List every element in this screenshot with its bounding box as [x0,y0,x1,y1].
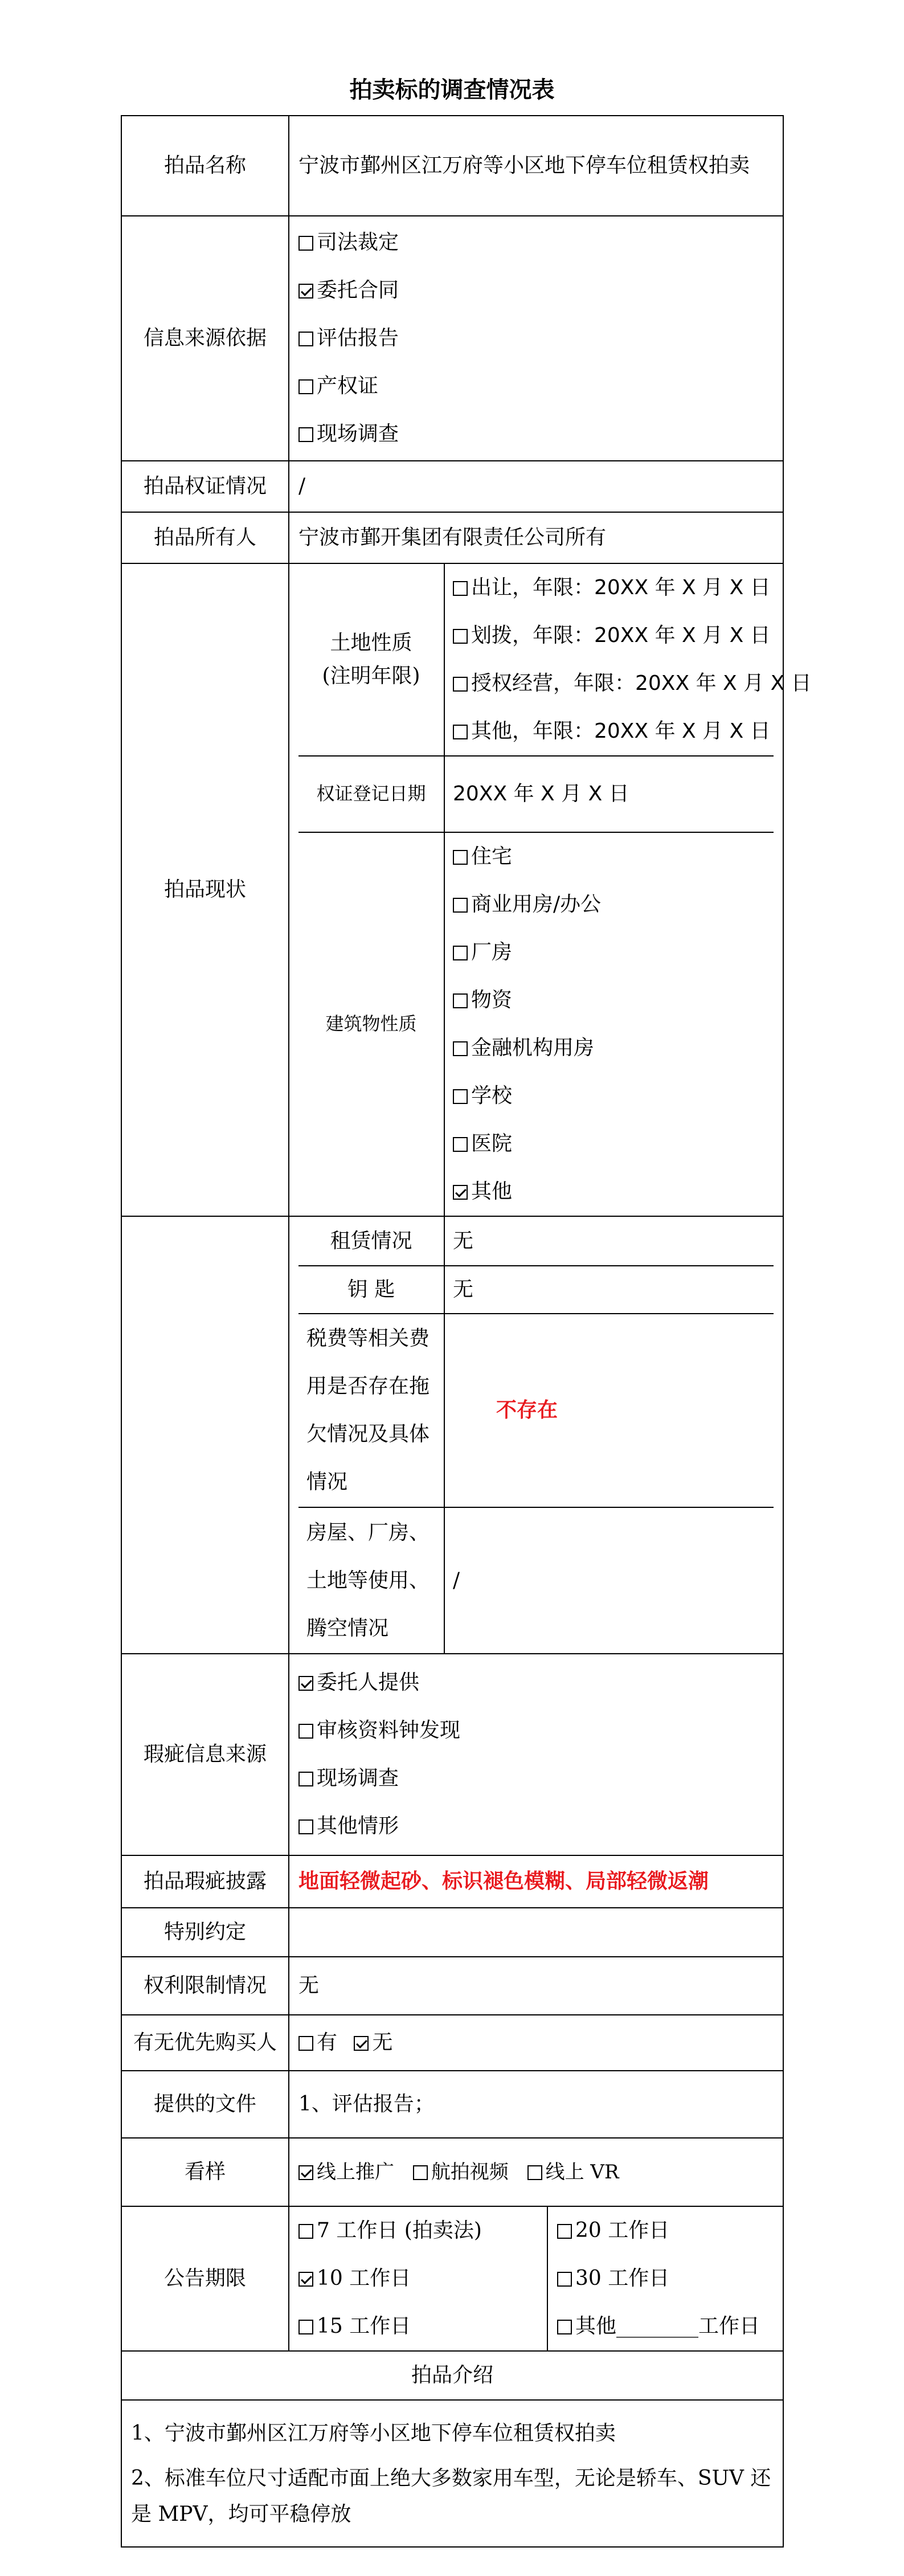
defect-disclosure-label: 拍品瑕疵披露 [121,1855,289,1908]
priority-options [289,2015,783,2071]
keys-value: 无 [444,1266,774,1314]
building-option[interactable]: 住宅 [453,833,766,881]
checkbox-icon [298,332,313,346]
checkbox-icon [453,993,468,1008]
priority-option[interactable]: 有 [298,2031,337,2054]
building-option[interactable]: 厂房 [453,929,766,976]
row-files [121,2071,783,2138]
building-option[interactable]: 金融机构用房 [453,1024,766,1072]
checkbox-icon [557,2224,572,2239]
land-option[interactable]: 出让，年限：20XX 年 X 月 X 日 [453,564,766,612]
checkbox-icon [453,1089,468,1104]
row-intro-header [121,2351,783,2400]
building-option[interactable]: 医院 [453,1120,766,1168]
checkbox-icon [298,2036,313,2051]
building-nature-label: 建筑物性质 [298,832,444,1216]
status-label: 拍品现状 [121,563,289,1216]
owner-value: 宁波市鄞开集团有限责任公司所有 [289,512,783,563]
viewing-option[interactable]: 航拍视频 [413,2161,509,2184]
defect-source-label: 瑕疵信息来源 [121,1654,289,1855]
intro-line: 2、标准车位尺寸适配市面上绝大多数家用车型，无论是轿车、SUV 还是 MPV，均可平稳停放 [131,2466,771,2526]
lease-label: 租赁情况 [298,1217,444,1266]
checkbox-icon [413,2165,428,2180]
defect-disclosure-value: 地面轻微起砂、标识褪色模糊、局部轻微返潮 [289,1855,783,1908]
row-defect-source [121,1654,783,1855]
notice-option[interactable]: 15 工作日 [298,2303,538,2350]
building-option[interactable]: 其他 [453,1168,766,1216]
viewing-option[interactable]: 线上推广 [298,2161,394,2184]
occupancy-blank-cell [121,1216,289,1654]
checkbox-icon [298,1819,313,1834]
row-item-name [121,116,783,216]
status-subtable [298,564,812,1216]
checkbox-icon [298,2320,313,2334]
defect-source-options [289,1654,783,1855]
info-source-option[interactable]: 司法裁定 [298,219,774,267]
building-option[interactable]: 学校 [453,1072,766,1120]
registration-date-value: 20XX 年 X 月 X 日 [444,756,774,832]
defect-source-option[interactable]: 审核资料钟发现 [298,1707,774,1755]
notice-label: 公告期限 [121,2206,289,2351]
info-source-option[interactable]: 委托合同 [298,267,774,314]
checkbox-icon [557,2320,572,2334]
checkbox-checked-icon [298,284,313,299]
notice-option[interactable]: 10 工作日 [298,2255,538,2303]
row-restriction [121,1957,783,2015]
land-nature-label: 土地性质 (注明年限) [298,564,444,756]
checkbox-icon [453,581,468,596]
checkbox-icon [453,677,468,692]
special-label: 特别约定 [121,1908,289,1957]
land-option[interactable]: 其他，年限：20XX 年 X 月 X 日 [453,708,766,755]
checkbox-icon [453,946,468,960]
checkbox-checked-icon [298,2165,313,2180]
building-option[interactable]: 物资 [453,976,766,1024]
viewing-label: 看样 [121,2138,289,2206]
checkbox-icon [453,629,468,644]
defect-source-option[interactable]: 其他情形 [298,1802,774,1850]
row-special [121,1908,783,1957]
notice-options-left [289,2206,547,2351]
intro-label: 拍品介绍 [121,2351,783,2400]
files-label: 提供的文件 [121,2071,289,2138]
restriction-value: 无 [289,1957,783,2015]
viewing-options [289,2138,783,2206]
fees-value: 不存在 [444,1314,774,1507]
keys-label: 钥 匙 [298,1266,444,1314]
row-defect-disclosure [121,1855,783,1908]
checkbox-icon [453,898,468,913]
checkbox-icon [557,2272,572,2287]
item-name-value: 宁波市鄞州区江万府等小区地下停车位租赁权拍卖 [289,116,783,216]
info-source-option[interactable]: 现场调查 [298,410,774,458]
rights-value: / [289,461,783,512]
info-source-label: 信息来源依据 [121,216,289,461]
checkbox-icon [298,1772,313,1786]
item-name-label: 拍品名称 [121,116,289,216]
usage-value: / [444,1507,774,1653]
defect-source-option[interactable]: 委托人提供 [298,1659,774,1707]
checkbox-icon [453,1137,468,1152]
checkbox-icon [298,2224,313,2239]
checkbox-icon [298,379,313,394]
registration-date-label: 权证登记日期 [298,756,444,832]
lease-value: 无 [444,1217,774,1266]
survey-table [121,115,812,2548]
priority-option[interactable]: 无 [354,2031,392,2054]
notice-option[interactable]: 7 工作日 (拍卖法) [298,2207,538,2255]
row-owner [121,512,783,563]
checkbox-icon [453,725,468,739]
occupancy-subtable [298,1217,774,1653]
row-viewing [121,2138,783,2206]
notice-options-right [547,2206,783,2351]
files-value: 1、评估报告； [289,2071,783,2138]
land-option[interactable]: 授权经营，年限：20XX 年 X 月 X 日 [453,660,766,708]
notice-option[interactable]: 20 工作日 [557,2207,774,2255]
building-option[interactable]: 商业用房/办公 [453,881,766,929]
checkbox-checked-icon [298,1676,313,1691]
checkbox-icon [298,236,313,251]
building-nature-options [444,832,774,1216]
restriction-label: 权利限制情况 [121,1957,289,2015]
checkbox-icon [453,1041,468,1056]
info-source-option[interactable]: 产权证 [298,362,774,410]
viewing-option[interactable]: 线上 VR [527,2161,619,2184]
row-status [121,563,783,1216]
priority-label: 有无优先购买人 [121,2015,289,2071]
checkbox-icon [298,1724,313,1739]
defect-source-option[interactable]: 现场调查 [298,1755,774,1802]
intro-body [121,2400,783,2547]
row-notice [121,2206,783,2351]
document-title: 拍卖标的调查情况表 [349,76,555,103]
checkbox-icon [298,427,313,442]
row-info-source [121,216,783,461]
row-priority [121,2015,783,2071]
rights-label: 拍品权证情况 [121,461,289,512]
checkbox-checked-icon [453,1185,468,1200]
usage-label: 房屋、厂房、土地等使用、腾空情况 [298,1507,444,1653]
checkbox-icon [527,2165,542,2180]
intro-line: 1、宁波市鄞州区江万府等小区地下停车位租赁权拍卖 [131,2421,616,2445]
special-value [289,1908,783,1957]
land-nature-options [444,564,812,756]
checkbox-checked-icon [298,2272,313,2287]
row-intro-body [121,2400,783,2547]
land-option[interactable]: 划拨，年限：20XX 年 X 月 X 日 [453,612,766,660]
info-source-options [289,216,783,461]
row-occupancy [121,1216,783,1654]
fees-label: 税费等相关费用是否存在拖欠情况及具体情况 [298,1314,444,1507]
info-source-option[interactable]: 评估报告 [298,314,774,362]
notice-option[interactable]: 其他________工作日 [557,2303,774,2350]
notice-option[interactable]: 30 工作日 [557,2255,774,2303]
checkbox-icon [453,850,468,865]
row-rights [121,461,783,512]
checkbox-checked-icon [354,2036,369,2051]
owner-label: 拍品所有人 [121,512,289,563]
